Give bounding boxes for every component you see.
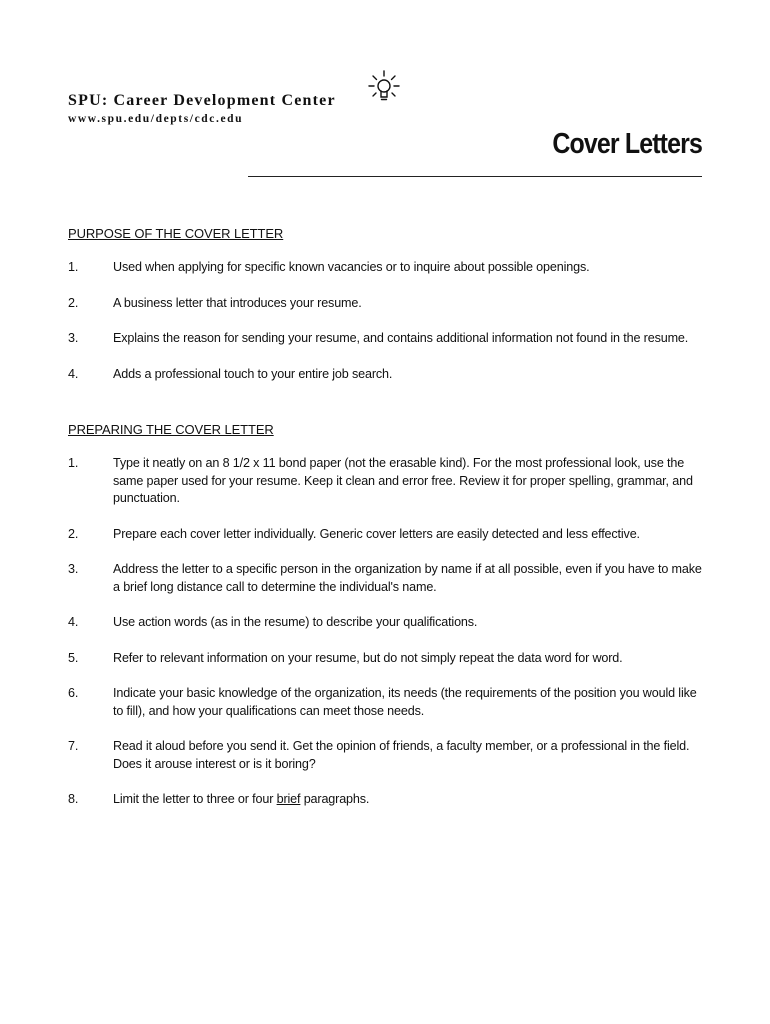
item-text: Type it neatly on an 8 1/2 x 11 bond paper (not the erasable kind). For the most professional look, use the same paper used for your resume. Keep it clean and error free. Review it for proper spelling, grammar, and punctuation. <box>113 456 693 505</box>
item-number: 4. <box>68 615 79 629</box>
list-item <box>68 738 708 773</box>
item-number: 3. <box>68 562 79 576</box>
list-item <box>68 685 708 720</box>
list-item <box>68 561 708 596</box>
list-item <box>68 259 708 277</box>
item-text: Prepare each cover letter individually. Generic cover letters are easily detected and less effective. <box>113 526 640 541</box>
section-heading: PREPARING THE COVER LETTER <box>68 422 274 437</box>
item-text: A business letter that introduces your resume. <box>113 295 362 310</box>
section-heading: PURPOSE OF THE COVER LETTER <box>68 226 284 241</box>
org-name: SPU: Career Development Center <box>68 92 336 109</box>
item-number: 2. <box>68 295 79 310</box>
org-header <box>68 92 336 125</box>
item-text-before: Limit the letter to three or four <box>113 792 277 806</box>
item-number: 5. <box>68 650 79 665</box>
item-text: Used when applying for specific known vacancies or to inquire about possible openings. <box>113 260 590 274</box>
item-text: Address the letter to a specific person in the organization by name if at all possible, even if you have to make a brief long distance call to determine the individual's name. <box>113 562 702 594</box>
lightbulb-icon <box>367 68 401 108</box>
item-text: Indicate your basic knowledge of the organization, its needs (the requirements of the position you would like to fill), and how your qualifications can meet those needs. <box>113 686 697 718</box>
list-item <box>68 295 708 313</box>
item-number: 7. <box>68 739 79 753</box>
list-item <box>68 330 708 348</box>
item-text <box>113 791 708 809</box>
preparing-list <box>68 455 708 809</box>
item-text: Use action words (as in the resume) to describe your qualifications. <box>113 615 478 629</box>
preparing-section <box>68 422 708 809</box>
list-item <box>68 366 708 384</box>
page-title: Cover Letters <box>552 128 702 160</box>
list-item <box>68 791 708 809</box>
purpose-section <box>68 226 708 383</box>
list-item <box>68 614 708 632</box>
title-divider <box>248 176 702 177</box>
item-number: 1. <box>68 456 79 470</box>
list-item <box>68 650 708 668</box>
item-text: Read it aloud before you send it. Get the opinion of friends, a faculty member, or a professional in the field. Does it arouse interest or is it boring? <box>113 739 690 771</box>
emphasized-word: brief <box>276 792 301 806</box>
item-text: Explains the reason for sending your resume, and contains additional information not found in the resume. <box>113 331 689 345</box>
item-text: Adds a professional touch to your entire job search. <box>113 366 393 381</box>
item-text-after: paragraphs. <box>300 792 370 806</box>
list-item <box>68 526 708 544</box>
item-number: 4. <box>68 366 79 381</box>
purpose-list <box>68 259 708 383</box>
item-number: 2. <box>68 526 79 541</box>
item-number: 6. <box>68 686 79 700</box>
item-text: Refer to relevant information on your resume, but do not simply repeat the data word for word. <box>113 650 623 665</box>
list-item <box>68 455 708 508</box>
item-number: 8. <box>68 792 79 806</box>
item-number: 3. <box>68 331 79 345</box>
item-number: 1. <box>68 260 79 274</box>
org-url: www.spu.edu/depts/cdc.edu <box>68 113 244 125</box>
